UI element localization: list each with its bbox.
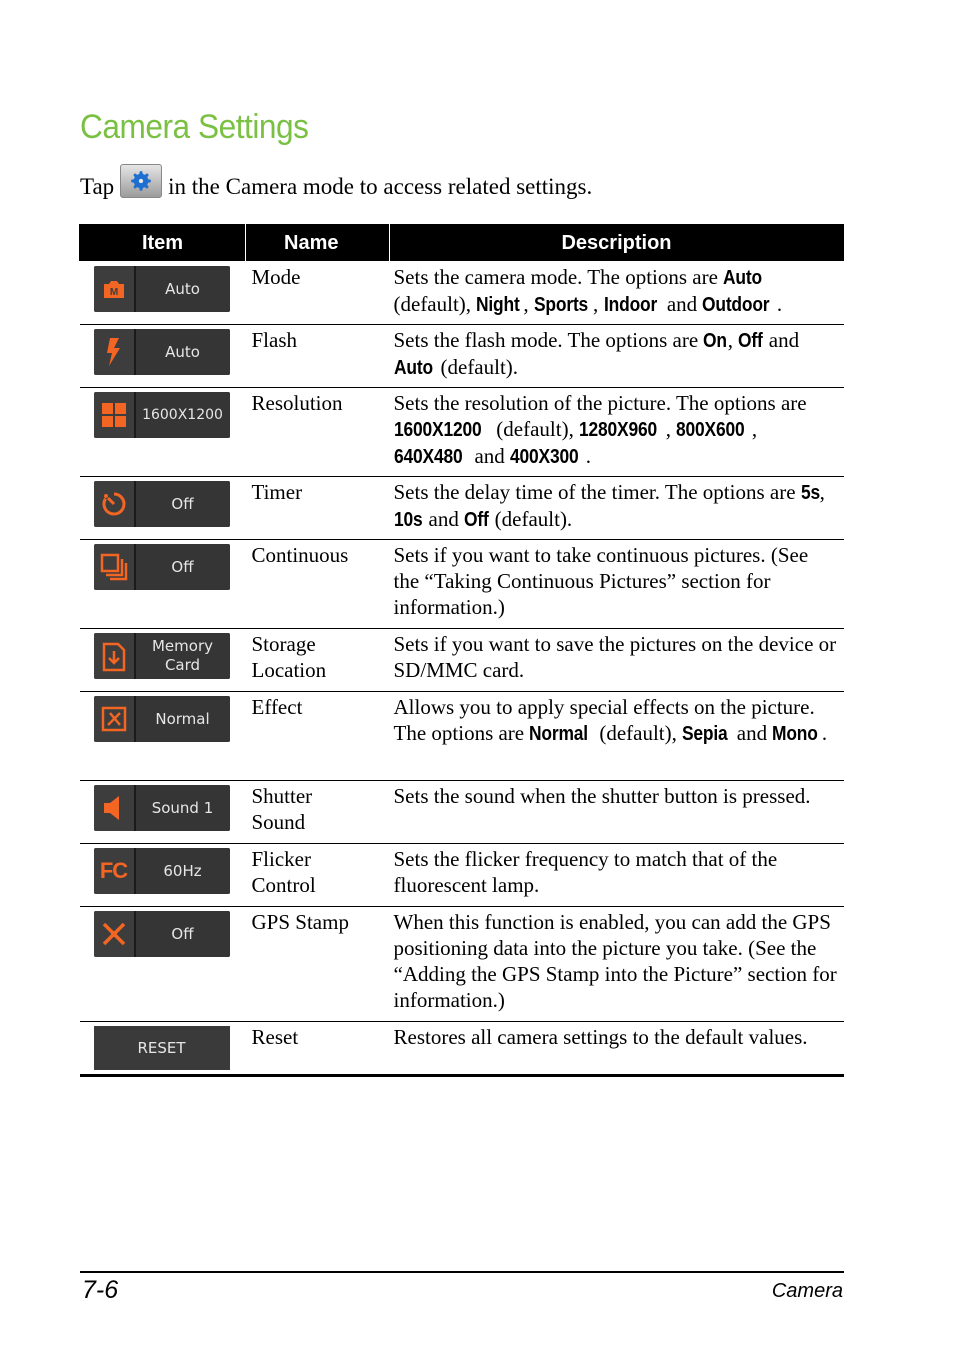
row-name: Resolution — [246, 388, 390, 477]
row-name: Timer — [246, 477, 390, 540]
table-row-flicker — [80, 844, 844, 907]
row-name: GPS Stamp — [246, 907, 390, 1022]
reset-button[interactable]: RESET — [94, 1026, 230, 1070]
page-number: 7-6 — [82, 1276, 119, 1304]
row-name: Flash — [246, 325, 390, 388]
row-description: Sets the flash mode. The options are On, Off and Auto (default). — [390, 325, 844, 388]
shutter-sound-button[interactable] — [94, 785, 230, 831]
flicker-button-label: 60Hz — [136, 848, 230, 894]
settings-gear-button[interactable] — [120, 164, 162, 198]
row-name: Reset — [246, 1022, 390, 1076]
header-name: Name — [246, 225, 390, 262]
table-header-row — [80, 225, 844, 262]
table-row-effect — [80, 692, 844, 781]
table-row-reset — [80, 1022, 844, 1076]
row-description: Allows you to apply special effects on the picture. The options are Normal (default), Sepia and Mono . — [390, 692, 844, 781]
row-name: Shutter Sound — [246, 781, 390, 844]
row-description: Sets the sound when the shutter button is pressed. — [390, 781, 844, 844]
timer-icon — [100, 490, 128, 518]
row-description: Sets the flicker frequency to match that of the fluorescent lamp. — [390, 844, 844, 907]
header-item: Item — [80, 225, 246, 262]
storage-icon — [100, 640, 128, 672]
mode-button-label: Auto — [136, 266, 230, 312]
row-description: Restores all camera settings to the default values. — [390, 1022, 844, 1076]
speaker-icon — [101, 793, 127, 823]
settings-table — [79, 224, 844, 1077]
resolution-button[interactable] — [94, 392, 230, 438]
effect-button-label: Normal — [136, 696, 230, 742]
continuous-button-label: Off — [136, 544, 230, 590]
row-description: When this function is enabled, you can add the GPS positioning data into the picture you take. (See the “Adding the GPS Stamp into the Picture” section for information.) — [390, 907, 844, 1022]
table-row-timer — [80, 477, 844, 540]
camera-mode-icon — [101, 277, 127, 301]
resolution-grid-icon — [100, 401, 128, 429]
shutter-sound-button-label: Sound 1 — [136, 785, 230, 831]
table-row-gps — [80, 907, 844, 1022]
intro-text — [80, 170, 592, 204]
row-description: Sets the delay time of the timer. The options are 5s, 10s and Off (default). — [390, 477, 844, 540]
row-description: Sets if you want to save the pictures on the device or SD/MMC card. — [390, 629, 844, 692]
timer-button[interactable] — [94, 481, 230, 527]
resolution-button-label: 1600X1200 — [136, 392, 230, 438]
storage-button-label: Memory Card — [136, 633, 230, 679]
table-row-flash — [80, 325, 844, 388]
flicker-fc-icon: FC — [99, 858, 128, 883]
page-title: Camera Settings — [80, 108, 309, 146]
row-description: Sets the resolution of the picture. The options are 1600X1200 (default), 1280X960 , 800X600 , 640X480 and 400X300 . — [390, 388, 844, 477]
effect-button[interactable] — [94, 696, 230, 742]
row-name: Effect — [246, 692, 390, 781]
table-row-resolution — [80, 388, 844, 477]
row-name: Storage Location — [246, 629, 390, 692]
svg-text:M: M — [109, 287, 118, 298]
intro-before: Tap — [80, 174, 115, 199]
table-row-shutter — [80, 781, 844, 844]
row-name: Mode — [251, 265, 301, 289]
chapter-name: Camera — [771, 1280, 843, 1302]
row-description: Sets the camera mode. The options are Auto (default), Night , Sports , Indoor and Outdoor . — [393, 265, 783, 316]
timer-button-label: Off — [136, 481, 230, 527]
table-row-continuous — [80, 540, 844, 629]
continuous-icon — [99, 552, 129, 582]
table-row-mode — [80, 262, 844, 325]
row-description: Sets if you want to take continuous pictures. (See the “Taking Continuous Pictures” section for information.) — [390, 540, 844, 629]
storage-button[interactable] — [94, 633, 230, 679]
intro-after: in the Camera mode to access related settings. — [168, 174, 593, 199]
effect-icon — [100, 705, 128, 733]
row-name: Continuous — [246, 540, 390, 629]
footer-divider — [80, 1271, 844, 1273]
flash-button[interactable] — [94, 329, 230, 375]
flash-icon — [103, 336, 125, 368]
flicker-button[interactable] — [94, 848, 230, 894]
flash-button-label: Auto — [136, 329, 230, 375]
gps-stamp-button[interactable] — [94, 911, 230, 957]
gps-stamp-icon — [99, 919, 129, 949]
header-description: Description — [390, 225, 844, 262]
continuous-button[interactable] — [94, 544, 230, 590]
gear-icon — [128, 168, 154, 194]
row-name: Flicker Control — [246, 844, 390, 907]
table-row-storage — [80, 629, 844, 692]
gps-stamp-button-label: Off — [136, 911, 230, 957]
mode-button[interactable] — [94, 266, 230, 312]
